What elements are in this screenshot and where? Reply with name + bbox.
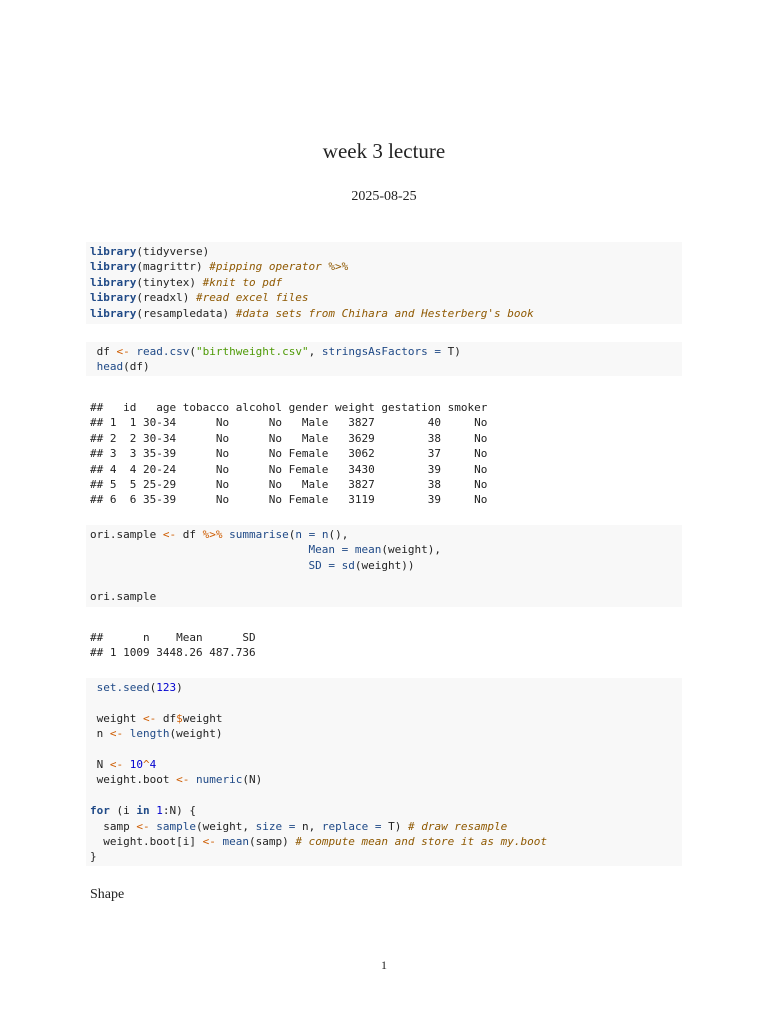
output-line: ## id age tobacco alcohol gender weight gestation smoker xyxy=(90,401,488,414)
console-output-summary xyxy=(90,630,256,661)
output-line: ## n Mean SD xyxy=(90,631,256,644)
output-line: ## 5 5 25-29 No No Male 3827 38 No xyxy=(90,478,488,492)
output-line: ## 3 3 35-39 No No Female 3062 37 No xyxy=(90,447,488,461)
code-line: library(readxl) #read excel files xyxy=(90,291,309,305)
code-line: Mean = mean(weight), xyxy=(308,543,442,557)
code-block-bootstrap xyxy=(86,678,682,866)
code-block-read-data xyxy=(86,342,682,376)
code-line: set.seed(123) xyxy=(96,681,183,694)
document-date: 2025-08-25 xyxy=(351,189,417,204)
code-line: n <- length(weight) xyxy=(90,727,223,741)
output-line: ## 1 1009 3448.26 487.736 xyxy=(90,646,256,660)
code-line: weight <- df$weight xyxy=(90,711,223,725)
page-number: 1 xyxy=(381,958,387,972)
code-line: df <- read.csv("birthweight.csv", stringsAsFactors = T) xyxy=(90,345,461,358)
code-line: library(magrittr) #pipping operator %>% xyxy=(90,260,349,274)
output-line: ## 2 2 30-34 No No Male 3629 38 No xyxy=(90,431,488,445)
code-line: head(df) xyxy=(96,360,150,374)
body-paragraph: Shape xyxy=(90,887,125,902)
code-line: library(tidyverse) xyxy=(90,245,210,258)
output-line: ## 4 4 20-24 No No Female 3430 39 No xyxy=(90,462,488,476)
output-line: ## 6 6 35-39 No No Female 3119 39 No xyxy=(90,493,488,507)
code-line: weight.boot[i] <- mean(samp) # compute mean and store it as my.boot xyxy=(90,835,547,849)
code-line: N <- 10^4 xyxy=(90,758,157,772)
code-line: library(resampledata) #data sets from Chihara and Hesterberg's book xyxy=(90,306,534,320)
code-block-libraries xyxy=(86,242,682,324)
output-line: ## 1 1 30-34 No No Male 3827 40 No xyxy=(90,416,488,430)
code-block-summarise xyxy=(86,525,682,607)
document-title: week 3 lecture xyxy=(322,139,446,163)
console-output-head xyxy=(90,400,487,508)
code-line: weight.boot <- numeric(N) xyxy=(90,773,263,787)
code-blank-line xyxy=(90,573,678,588)
code-line: ori.sample xyxy=(90,589,157,603)
code-blank-line xyxy=(90,788,678,803)
code-line: library(tinytex) #knit to pdf xyxy=(90,275,283,289)
code-line: samp <- sample(weight, size = n, replace = T) # draw resample xyxy=(90,819,508,833)
code-blank-line xyxy=(90,695,678,710)
code-line: for (i in 1:N) { xyxy=(90,804,196,818)
code-line: SD = sd(weight)) xyxy=(308,558,415,572)
code-blank-line xyxy=(90,742,678,757)
code-line: ori.sample <- df %>% summarise(n = n(), xyxy=(90,528,349,541)
code-line: } xyxy=(90,850,97,864)
